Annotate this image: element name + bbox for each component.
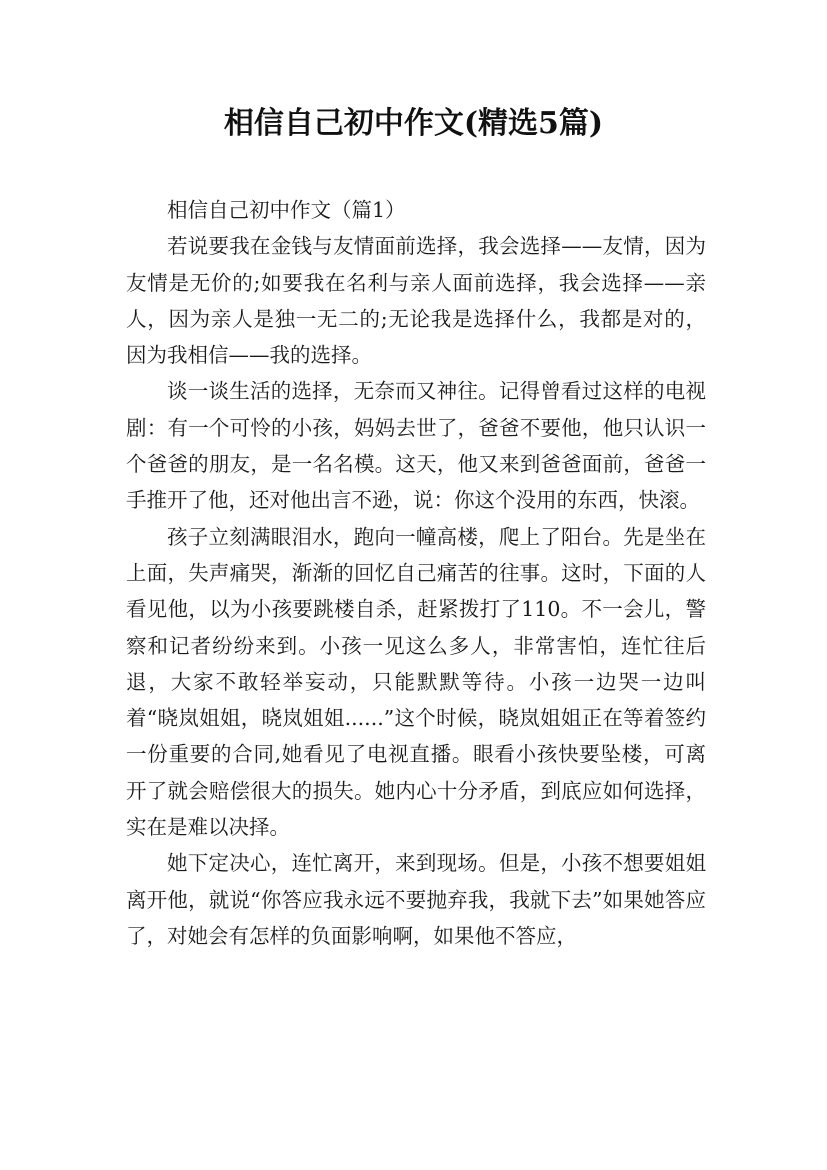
paragraph-2: 谈一谈生活的选择，无奈而又神往。记得曾看过这样的电视剧：有一个可怜的小孩，妈妈去世了，爸爸不要他，他只认识一个爸爸的朋友，是一名名模。这天，他又来到爸爸面前，爸爸一手推开了他，还对他出言不逊，说：你这个没用的东西，快滚。 — [126, 379, 706, 513]
section-heading: 相信自己初中作文（篇1） — [167, 198, 406, 222]
paragraph-4: 她下定决心，连忙离开，来到现场。但是，小孩不想要姐姐离开他，就说“你答应我永远不要抛弃我，我就下去”如果她答应了，对她会有怎样的负面影响啊，如果他不答应， — [126, 851, 706, 948]
document-body — [126, 192, 706, 954]
document-title: 相信自己初中作文(精选5篇) — [223, 106, 604, 141]
paragraph-3: 孩子立刻满眼泪水，跑向一幢高楼，爬上了阳台。先是坐在上面，失声痛哭，渐渐的回忆自己痛苦的往事。这时，下面的人看见他，以为小孩要跳楼自杀，赶紧拨打了110。不一会儿，警察和记者纷纷来到。小孩一见这么多人，非常害怕，连忙往后退，大家不敢轻举妄动，只能默默等待。小孩一边哭一边叫着“晓岚姐姐，晓岚姐姐......”这个时候，晓岚姐姐正在等着签约一份重要的合同,她看见了电视直播。眼看小孩快要坠楼，可离开了就会赔偿很大的损失。她内心十分矛盾，到底应如何选择，实在是难以决择。 — [126, 524, 706, 840]
paragraph-1: 若说要我在金钱与友情面前选择，我会选择——友情，因为友情是无价的;如要我在名利与亲人面前选择，我会选择——亲人，因为亲人是独一无二的;无论我是选择什么，我都是对的，因为我相信——我的选择。 — [126, 234, 706, 368]
